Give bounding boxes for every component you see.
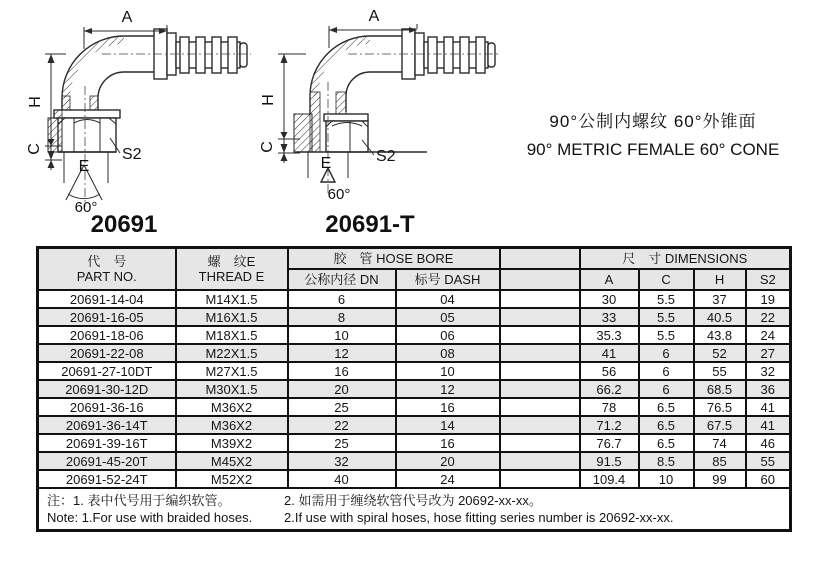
table-cell: 60 (746, 470, 791, 488)
spec-table-body (38, 290, 791, 488)
table-cell: 37 (694, 290, 746, 308)
table-row (38, 344, 791, 362)
table-cell: 6 (639, 344, 694, 362)
col-header-dn: 公称内径 DN (288, 269, 396, 290)
table-cell: 16 (396, 434, 500, 452)
table-cell: 20 (396, 452, 500, 470)
table-cell: 6.5 (639, 434, 694, 452)
table-cell: 8.5 (639, 452, 694, 470)
table-cell: M16X1.5 (176, 308, 288, 326)
table-cell: 06 (396, 326, 500, 344)
col-header-thread (176, 248, 288, 291)
table-row (38, 434, 791, 452)
table-cell: 20691-36-16 (38, 398, 176, 416)
fitting-diagram-20691 (4, 2, 254, 244)
table-cell: M27X1.5 (176, 362, 288, 380)
table-cell: 41 (580, 344, 639, 362)
table-cell: 24 (746, 326, 791, 344)
product-title (492, 108, 814, 164)
col-header-dash: 标号 DASH (396, 269, 500, 290)
table-cell: 22 (746, 308, 791, 326)
annotations (321, 140, 415, 238)
table-cell: 05 (396, 308, 500, 326)
table-cell: 16 (288, 362, 396, 380)
table-cell: 6 (288, 290, 396, 308)
table-cell: 20691-36-14T (38, 416, 176, 434)
table-cell: 25 (288, 398, 396, 416)
table-cell: 04 (396, 290, 500, 308)
part-series-label: 20691-T (325, 211, 415, 238)
product-title-zh: 90°公制内螺纹 60°外锥面 (549, 112, 757, 131)
table-cell: 20691-45-20T (38, 452, 176, 470)
table-cell: 35.3 (580, 326, 639, 344)
table-cell: 6.5 (639, 398, 694, 416)
note-line-en (47, 509, 789, 526)
table-row (38, 452, 791, 470)
spec-table (36, 246, 792, 532)
col-group-dimensions: 尺 寸 DIMENSIONS (580, 248, 791, 270)
table-cell: 24 (396, 470, 500, 488)
table-cell: 20691-39-16T (38, 434, 176, 452)
table-cell: 20691-18-06 (38, 326, 176, 344)
table-row (38, 308, 791, 326)
note-zh-2: 2. 如需用于缠绕软管代号改为 20692-xx-xx。 (284, 493, 542, 508)
table-cell: 32 (288, 452, 396, 470)
table-cell: 46 (746, 434, 791, 452)
table-cell (500, 344, 580, 362)
table-cell: M18X1.5 (176, 326, 288, 344)
col-header-part-no-zh: 代 号 (87, 254, 127, 269)
table-cell: 22 (288, 416, 396, 434)
table-cell (500, 290, 580, 308)
dim-e-label: E (320, 155, 332, 172)
table-cell: 20 (288, 380, 396, 398)
table-row (38, 290, 791, 308)
col-header-thread-zh: 螺 纹E (207, 254, 256, 269)
table-cell: M36X2 (176, 398, 288, 416)
table-cell: 85 (694, 452, 746, 470)
table-cell (500, 308, 580, 326)
product-title-en: 90° METRIC FEMALE 60° CONE (526, 140, 780, 159)
table-cell: 91.5 (580, 452, 639, 470)
table-cell (500, 326, 580, 344)
table-cell: M52X2 (176, 470, 288, 488)
part-series-label: 20691 (90, 211, 158, 238)
table-cell: 6 (639, 362, 694, 380)
table-cell (500, 470, 580, 488)
table-cell: 67.5 (694, 416, 746, 434)
col-header-part-no (38, 248, 176, 291)
table-row (38, 362, 791, 380)
table-cell: 99 (694, 470, 746, 488)
dim-h-label: H (27, 96, 44, 108)
table-cell: 12 (288, 344, 396, 362)
dim-a-label: A (121, 9, 133, 26)
table-cell: 68.5 (694, 380, 746, 398)
col-header-part-no-en: PART NO. (76, 269, 137, 284)
table-cell: 36 (746, 380, 791, 398)
col-header-thread-en: THREAD E (198, 269, 265, 284)
table-cell: 10 (639, 470, 694, 488)
table-cell: 5.5 (639, 308, 694, 326)
table-cell: M39X2 (176, 434, 288, 452)
table-cell: 20691-22-08 (38, 344, 176, 362)
table-cell (500, 452, 580, 470)
table-cell: 08 (396, 344, 500, 362)
table-row (38, 380, 791, 398)
table-cell: 10 (288, 326, 396, 344)
table-cell: 12 (396, 380, 500, 398)
table-cell: 56 (580, 362, 639, 380)
table-cell: 71.2 (580, 416, 639, 434)
notes-cell (38, 488, 791, 531)
table-cell: 33 (580, 308, 639, 326)
table-cell: 25 (288, 434, 396, 452)
fitting-body (54, 29, 247, 118)
table-cell: 6 (639, 380, 694, 398)
table-cell: 10 (396, 362, 500, 380)
table-cell: 52 (694, 344, 746, 362)
table-cell: 14 (396, 416, 500, 434)
table-cell: M30X1.5 (176, 380, 288, 398)
note-line-zh (47, 492, 789, 509)
table-cell: 109.4 (580, 470, 639, 488)
note-en-1: Note: 1.For use with braided hoses. (47, 510, 253, 525)
table-cell (500, 434, 580, 452)
col-header-blank-bottom (500, 269, 580, 290)
table-cell: M22X1.5 (176, 344, 288, 362)
table-cell: 20691-27-10DT (38, 362, 176, 380)
table-cell: 8 (288, 308, 396, 326)
dim-h-label: H (260, 94, 277, 106)
angle-label: 60° (74, 199, 98, 216)
hex-nut (48, 118, 116, 152)
table-cell (500, 362, 580, 380)
table-cell (500, 380, 580, 398)
table-cell: 16 (396, 398, 500, 416)
table-row (38, 398, 791, 416)
note-en-2: 2.If use with spiral hoses, hose fitting series number is 20692-xx-xx. (284, 510, 674, 525)
table-cell: 74 (694, 434, 746, 452)
table-cell: 5.5 (639, 326, 694, 344)
table-cell: 19 (746, 290, 791, 308)
table-cell: M14X1.5 (176, 290, 288, 308)
table-cell: 6.5 (639, 416, 694, 434)
col-header-dim-h: H (694, 269, 746, 290)
table-row (38, 326, 791, 344)
table-cell: 41 (746, 416, 791, 434)
col-header-dim-c: C (639, 269, 694, 290)
table-cell: 40.5 (694, 308, 746, 326)
table-cell: M36X2 (176, 416, 288, 434)
table-cell (500, 416, 580, 434)
dim-e-label: E (78, 158, 90, 175)
table-cell: 43.8 (694, 326, 746, 344)
col-group-hose-bore: 胶 管 HOSE BORE (288, 248, 500, 270)
header-row-1 (38, 248, 791, 270)
table-cell: 20691-16-05 (38, 308, 176, 326)
col-header-blank-top (500, 248, 580, 270)
dim-c-label: C (259, 141, 276, 153)
table-cell: 32 (746, 362, 791, 380)
table-cell (500, 398, 580, 416)
fitting-diagram-20691-t (252, 2, 502, 244)
notes-row (38, 488, 791, 531)
table-cell: 20691-30-12D (38, 380, 176, 398)
table-row (38, 470, 791, 488)
note-zh-1: 注：1. 表中代号用于编织软管。 (47, 493, 231, 508)
table-cell: 76.7 (580, 434, 639, 452)
col-header-dim-s2: S2 (746, 269, 791, 290)
angle-label: 60° (327, 186, 351, 203)
spec-table-foot (38, 488, 791, 531)
table-cell: 30 (580, 290, 639, 308)
annotations (75, 138, 158, 238)
dim-a-label: A (368, 8, 380, 25)
table-cell: 66.2 (580, 380, 639, 398)
table-cell: 78 (580, 398, 639, 416)
table-cell: 76.5 (694, 398, 746, 416)
dim-c-label: C (26, 143, 43, 155)
table-cell: 20691-14-04 (38, 290, 176, 308)
table-cell: 55 (694, 362, 746, 380)
table-row (38, 416, 791, 434)
col-header-dim-a: A (580, 269, 639, 290)
table-cell: 41 (746, 398, 791, 416)
spec-table-head (38, 248, 791, 291)
table-cell: 27 (746, 344, 791, 362)
dim-s2-label: S2 (376, 148, 396, 165)
table-cell: 40 (288, 470, 396, 488)
dim-s2-label: S2 (122, 146, 142, 163)
table-cell: 55 (746, 452, 791, 470)
table-cell: 20691-52-24T (38, 470, 176, 488)
table-cell: M45X2 (176, 452, 288, 470)
table-cell: 5.5 (639, 290, 694, 308)
